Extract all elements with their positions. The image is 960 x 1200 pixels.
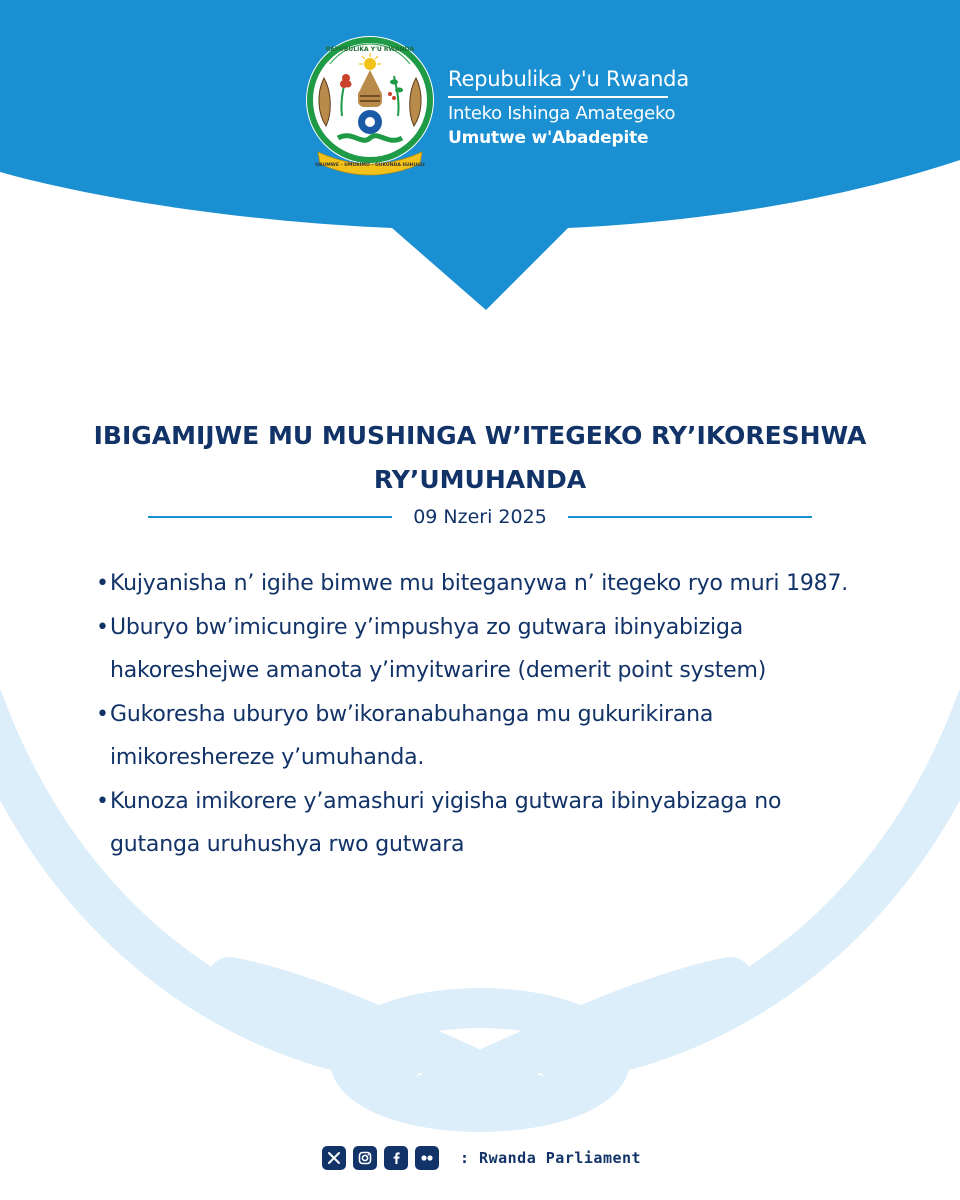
emblem-top-text: REPUBULIKA Y'U RWANDA <box>325 46 415 53</box>
org-country: Repubulika y'u Rwanda <box>448 67 689 91</box>
organization-block <box>448 64 689 150</box>
page-title <box>60 414 900 502</box>
x-icon[interactable] <box>322 1146 346 1170</box>
social-handle: : Rwanda Parliament <box>460 1149 642 1167</box>
facebook-icon[interactable] <box>384 1146 408 1170</box>
bullet-marker: • <box>96 615 109 640</box>
bullet-marker: • <box>96 571 109 596</box>
rwanda-coat-of-arms-icon <box>302 34 438 180</box>
bullet-item <box>96 606 876 692</box>
org-parliament: Inteko Ishinga Amategeko <box>448 102 676 124</box>
social-footer <box>322 1146 641 1170</box>
date-divider-right <box>568 516 812 518</box>
bullet-item <box>96 562 876 605</box>
bullet-text: Uburyo bw’imicungire y’impushya zo gutwara ibinyabiziga hakoreshejwe amanota y’imyitwarire (demerit point system) <box>110 615 767 683</box>
emblem-motto: UBUMWE - UMURIMO - GUKUNDA IGIHUGU <box>315 163 425 168</box>
bullet-text: Kujyanisha n’ igihe bimwe mu biteganywa n’ itegeko ryo muri 1987. <box>110 571 849 596</box>
bullet-text: Gukoresha uburyo bw’ikoranabuhanga mu gukurikirana imikoreshereze y’umuhanda. <box>110 702 714 770</box>
bullet-text: Kunoza imikorere y’amashuri yigisha gutwara ibinyabizaga no gutanga uruhushya rwo gutwara <box>110 789 782 857</box>
org-divider <box>448 96 668 98</box>
bullet-marker: • <box>96 789 109 814</box>
title-line-2: RY’UMUHANDA <box>373 465 587 494</box>
bullet-marker: • <box>96 702 109 727</box>
date-text: 09 Nzeri 2025 <box>413 506 547 528</box>
header-band <box>0 0 960 310</box>
flickr-icon[interactable] <box>415 1146 439 1170</box>
date-line <box>148 504 812 530</box>
title-line-1: IBIGAMIJWE MU MUSHINGA W’ITEGEKO RY’IKORESHWA <box>93 421 867 450</box>
bullet-item <box>96 693 876 779</box>
bullet-list <box>96 562 876 867</box>
bullet-item <box>96 780 876 866</box>
org-chamber: Umutwe w'Abadepite <box>448 127 649 148</box>
instagram-icon[interactable] <box>353 1146 377 1170</box>
